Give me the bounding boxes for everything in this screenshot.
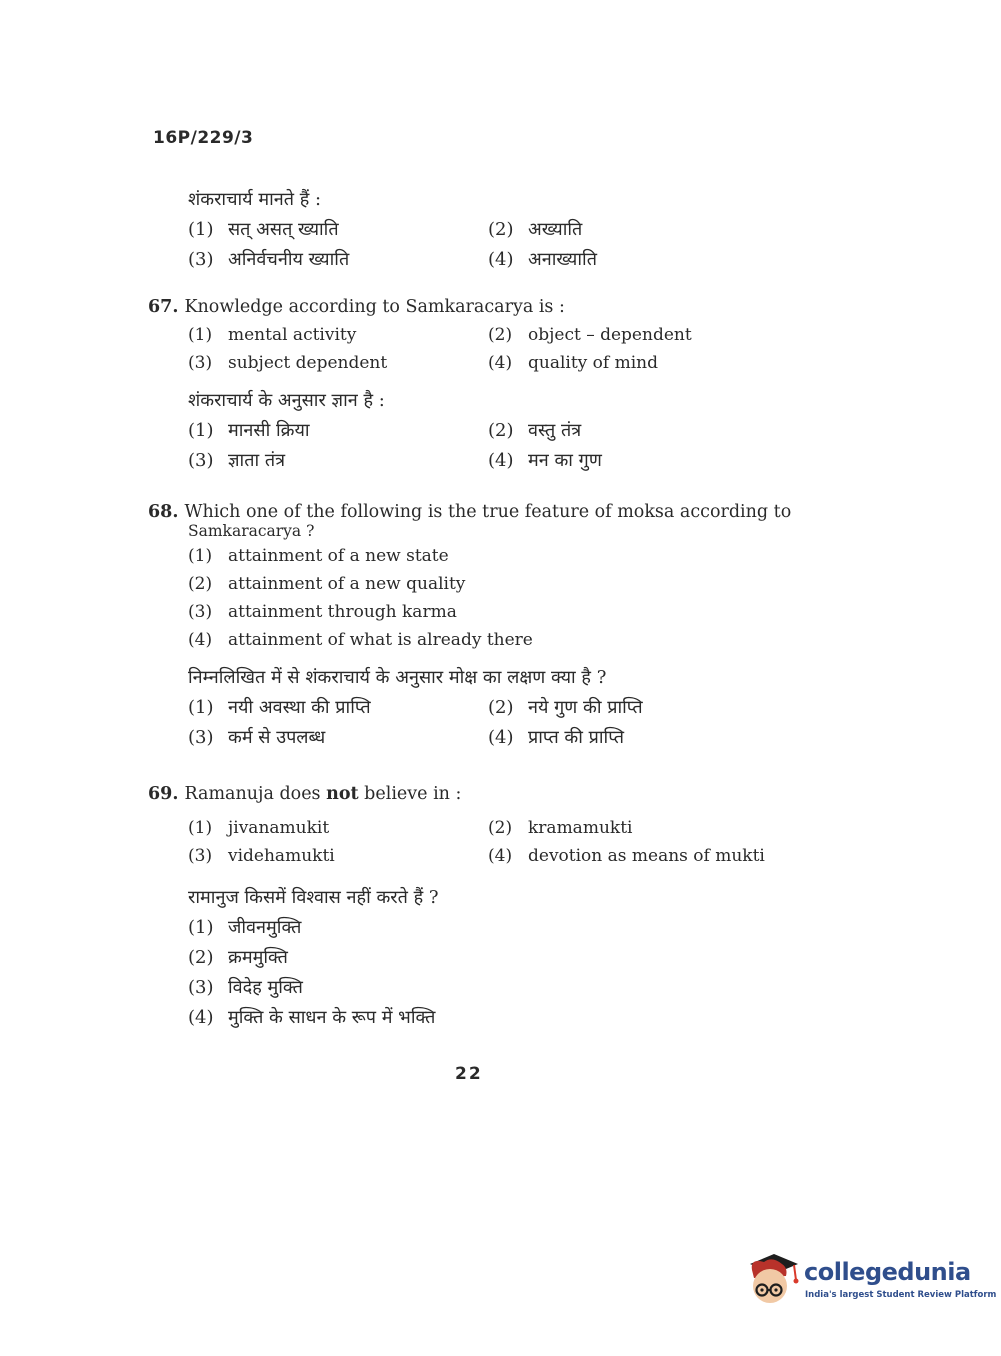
option: (1) सत् असत् ख्याति — [188, 219, 339, 240]
option: (3) विदेह मुक्ति — [188, 977, 303, 998]
question-stem: 68. Which one of the following is the true feature of moksa according to — [148, 502, 792, 522]
question-hindi-stem: शंकराचार्य मानते हैं : — [188, 189, 322, 210]
option: (2) नये गुण की प्राप्ति — [488, 697, 643, 718]
option: (4) अनाख्याति — [488, 249, 597, 270]
question-stem: 69. Ramanuja does not believe in : — [148, 784, 462, 804]
option: (3) ज्ञाता तंत्र — [188, 450, 286, 471]
options-hindi — [148, 695, 828, 751]
option: (4) मन का गुण — [488, 450, 602, 471]
option: (1) mental activity — [188, 325, 357, 345]
page-number: 22 — [455, 1064, 483, 1084]
option: (1) जीवनमुक्ति — [188, 917, 302, 938]
option: (3) अनिर्वचनीय ख्याति — [188, 249, 350, 270]
question-67 — [148, 295, 828, 474]
collegedunia-logo — [742, 1250, 997, 1320]
mascot-icon — [742, 1250, 802, 1310]
option: (4) devotion as means of mukti — [488, 846, 765, 866]
options-english — [148, 323, 828, 375]
option: (1) मानसी क्रिया — [188, 420, 310, 441]
option: (2) attainment of a new quality — [188, 574, 466, 594]
paper-code: 16P/229/3 — [153, 128, 254, 148]
options-english — [148, 816, 828, 868]
option: (2) वस्तु तंत्र — [488, 420, 582, 441]
option: (1) नयी अवस्था की प्राप्ति — [188, 697, 371, 718]
question-stem-continuation: Samkaracarya ? — [188, 522, 315, 540]
option: (2) क्रममुक्ति — [188, 947, 288, 968]
option: (3) videhamukti — [188, 846, 335, 866]
options-hindi — [148, 217, 828, 273]
question-68 — [148, 500, 828, 751]
option: (1) jivanamukit — [188, 818, 330, 838]
options-hindi — [148, 915, 828, 1031]
question-hindi-stem: शंकराचार्य के अनुसार ज्ञान है : — [188, 390, 385, 411]
question-stem: 67. Knowledge according to Samkaracarya is : — [148, 297, 565, 317]
option: (3) attainment through karma — [188, 602, 457, 622]
brand-name: collegedunia — [804, 1258, 971, 1286]
option: (2) अख्याति — [488, 219, 583, 240]
option: (2) object – dependent — [488, 325, 692, 345]
option: (4) attainment of what is already there — [188, 630, 533, 650]
option: (4) मुक्ति के साधन के रूप में भक्ति — [188, 1007, 436, 1028]
brand-tagline: India's largest Student Review Platform — [805, 1290, 997, 1300]
option: (4) quality of mind — [488, 353, 658, 373]
question-69 — [148, 782, 828, 1031]
question-hindi-stem: निम्नलिखित में से शंकराचार्य के अनुसार मोक्ष का लक्षण क्या है ? — [188, 667, 607, 688]
option: (4) प्राप्त की प्राप्ति — [488, 727, 625, 748]
options-hindi — [148, 418, 828, 474]
option: (1) attainment of a new state — [188, 546, 449, 566]
options-english — [148, 544, 828, 652]
option: (3) subject dependent — [188, 353, 388, 373]
question-hindi-stem: रामानुज किसमें विश्वास नहीं करते हैं ? — [188, 887, 439, 908]
option: (2) kramamukti — [488, 818, 633, 838]
question-66-hindi — [148, 186, 828, 273]
option: (3) कर्म से उपलब्ध — [188, 727, 326, 748]
